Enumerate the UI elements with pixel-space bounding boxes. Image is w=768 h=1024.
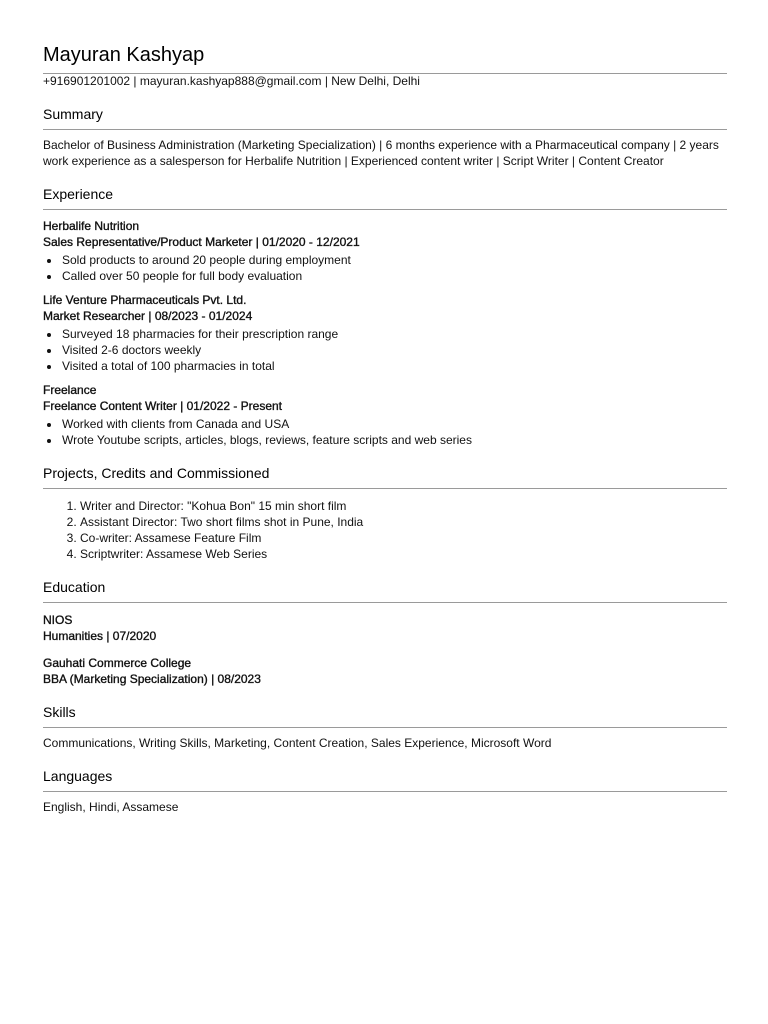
job-title-dates: Market Researcher | 08/2023 - 01/2024 bbox=[43, 309, 253, 323]
education-entry bbox=[43, 655, 727, 687]
duty-item: • Wrote Youtube scripts, articles, blogs, reviews, feature scripts and web series bbox=[61, 432, 727, 448]
job-title-dates: Freelance Content Writer | 01/2022 - Present bbox=[43, 399, 283, 413]
skills-divider bbox=[43, 727, 727, 728]
experience-entry bbox=[43, 218, 727, 284]
languages-section bbox=[43, 767, 727, 815]
school-name: Gauhati Commerce College bbox=[43, 656, 192, 670]
degree-date: BBA (Marketing Specialization) | 08/2023 bbox=[43, 672, 261, 686]
education-section bbox=[43, 578, 727, 687]
contact-line: +916901201002 | mayuran.kashyap888@gmail.com | New Delhi, Delhi bbox=[43, 74, 420, 88]
project-item: 2. Assistant Director: Two short films shot in Pune, India bbox=[80, 514, 727, 530]
project-item: 4. Scriptwriter: Assamese Web Series bbox=[80, 546, 727, 562]
experience-heading: Experience bbox=[43, 186, 114, 202]
summary-section bbox=[43, 105, 727, 169]
projects-heading: Projects, Credits and Commissioned bbox=[43, 465, 270, 481]
duty-item: • Called over 50 people for full body evaluation bbox=[61, 268, 727, 284]
employer-name: Herbalife Nutrition bbox=[43, 219, 140, 233]
education-divider bbox=[43, 602, 727, 603]
employer-name: Life Venture Pharmaceuticals Pvt. Ltd. bbox=[43, 293, 247, 307]
job-title-dates: Sales Representative/Product Marketer | 01/2020 - 12/2021 bbox=[43, 235, 360, 249]
candidate-name: Mayuran Kashyap bbox=[43, 44, 205, 66]
project-item: 1. Writer and Director: "Kohua Bon" 15 min short film bbox=[80, 498, 727, 514]
languages-heading: Languages bbox=[43, 768, 113, 784]
school-name: NIOS bbox=[43, 613, 73, 627]
summary-divider bbox=[43, 129, 727, 130]
projects-list bbox=[43, 498, 727, 562]
skills-text: Communications, Writing Skills, Marketing, Content Creation, Sales Experience, Microsoft Word bbox=[43, 736, 552, 750]
experience-entry bbox=[43, 292, 727, 374]
summary-text: Bachelor of Business Administration (Marketing Specialization) | 6 months experience with a Pharmaceutical company | 2 years work experience as a salesperson for Herbalife Nutrition | Experienced content writer | Script Writer | Content Creator bbox=[43, 138, 719, 168]
project-item: 3. Co-writer: Assamese Feature Film bbox=[80, 530, 727, 546]
duties-list bbox=[43, 416, 727, 448]
duties-list bbox=[43, 252, 727, 284]
resume-page bbox=[43, 41, 727, 815]
experience-divider bbox=[43, 209, 727, 210]
languages-divider bbox=[43, 791, 727, 792]
duty-item: • Surveyed 18 pharmacies for their prescription range bbox=[61, 326, 727, 342]
skills-section bbox=[43, 703, 727, 751]
skills-heading: Skills bbox=[43, 704, 76, 720]
degree-date: Humanities | 07/2020 bbox=[43, 629, 157, 643]
duty-item: • Sold products to around 20 people during employment bbox=[61, 252, 727, 268]
duty-item: • Worked with clients from Canada and USA bbox=[61, 416, 727, 432]
employer-name: Freelance bbox=[43, 383, 97, 397]
languages-text: English, Hindi, Assamese bbox=[43, 800, 179, 814]
education-entry bbox=[43, 612, 727, 644]
summary-heading: Summary bbox=[43, 106, 103, 122]
education-heading: Education bbox=[43, 579, 106, 595]
projects-section bbox=[43, 464, 727, 562]
projects-divider bbox=[43, 488, 727, 489]
experience-section bbox=[43, 185, 727, 448]
experience-entry bbox=[43, 382, 727, 448]
duty-item: • Visited a total of 100 pharmacies in total bbox=[61, 358, 727, 374]
duty-item: • Visited 2-6 doctors weekly bbox=[61, 342, 727, 358]
duties-list bbox=[43, 326, 727, 374]
